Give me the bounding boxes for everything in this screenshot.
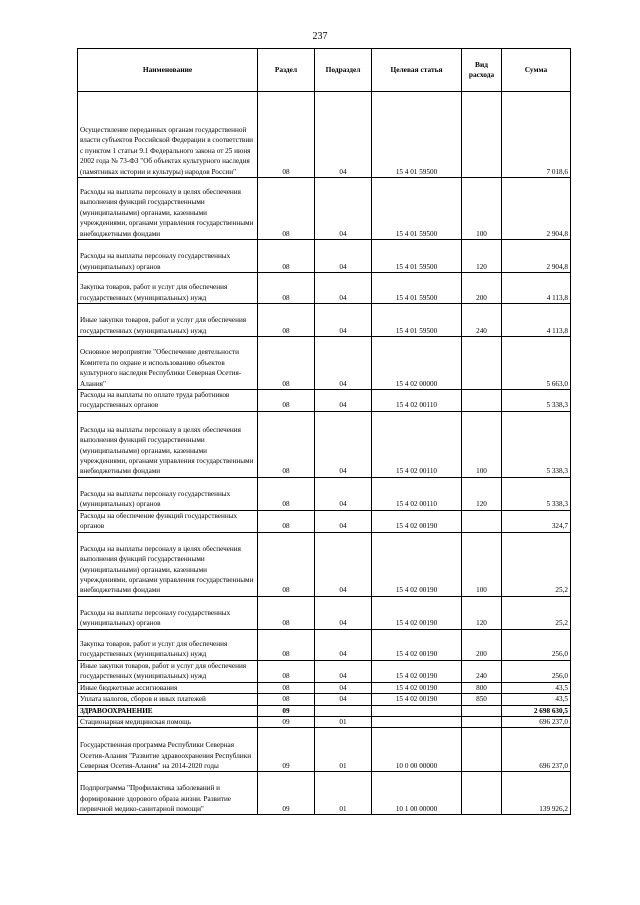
cell-section: 08 [258,411,315,477]
cell-name: Иные бюджетные ассигнования [78,682,258,693]
cell-section: 08 [258,337,315,390]
cell-sum: 4 113,8 [502,304,571,337]
cell-name: Расходы на выплаты персоналу в целях обеспечения выполнения функций государственными (муниципальными) органами, казенными учреждениями, органами управления государственными внебюджетными фондами [78,532,258,596]
cell-expense: 850 [462,694,502,705]
cell-target: 15 4 01 59500 [372,92,462,178]
header-name: Наименование [78,49,258,92]
header-sum: Сумма [502,49,571,92]
table-row [78,772,571,815]
cell-target: 15 4 02 00110 [372,477,462,510]
cell-sum: 5 663,0 [502,337,571,390]
cell-subsection: 01 [315,772,372,815]
cell-name: Расходы на выплаты персоналу в целях обеспечения выполнения функций государственными (муниципальными) органами, казенными учреждениями, органами управления государственными внебюджетными фондами [78,411,258,477]
cell-expense [462,728,502,772]
table-row [78,477,571,510]
cell-target: 15 4 02 00190 [372,596,462,629]
table-row [78,694,571,705]
table-row [78,717,571,728]
cell-section: 08 [258,660,315,682]
cell-sum: 696 237,0 [502,728,571,772]
cell-name: Расходы на выплаты персоналу государственных (муниципальных) органов [78,596,258,629]
cell-expense: 240 [462,660,502,682]
cell-name: Основное мероприятие "Обеспечение деятельности Комитета по охране и использованию объектов культурного наследия Республики Северная Осетия-Алания" [78,337,258,390]
table-row [78,682,571,693]
cell-section: 08 [258,629,315,660]
cell-section: 08 [258,92,315,178]
cell-target: 10 0 00 00000 [372,728,462,772]
cell-subsection: 04 [315,273,372,304]
cell-section: 08 [258,510,315,532]
cell-expense [462,717,502,728]
cell-target: 15 4 02 00190 [372,629,462,660]
cell-subsection: 04 [315,337,372,390]
header-target: Целевая статья [372,49,462,92]
cell-subsection: 04 [315,660,372,682]
cell-name: Расходы на выплаты по оплате труда работников государственных органов [78,390,258,412]
table-row [78,411,571,477]
cell-name: Закупка товаров, работ и услуг для обеспечения государственных (муниципальных) нужд [78,273,258,304]
cell-expense [462,510,502,532]
cell-name: Осуществление переданных органам государственной власти субъектов Российской Федерации в соответствии с пунктом 1 статьи 9.1 Федерального закона от 25 июня 2002 года № 73-ФЗ "Об объектах культурного наследия (памятниках истории и культуры) народов России" [78,92,258,178]
cell-sum: 2 904,8 [502,178,571,240]
table-row [78,660,571,682]
cell-expense [462,705,502,716]
cell-target: 15 4 02 00190 [372,532,462,596]
header-expense: Вид расхода [462,49,502,92]
cell-section: 08 [258,390,315,412]
cell-section: 08 [258,694,315,705]
cell-section: 09 [258,705,315,716]
cell-sum: 2 698 630,5 [502,705,571,716]
cell-target: 15 4 02 00190 [372,510,462,532]
cell-target [372,717,462,728]
cell-expense: 200 [462,629,502,660]
cell-name: Иные закупки товаров, работ и услуг для обеспечения государственных (муниципальных) нужд [78,304,258,337]
cell-expense: 200 [462,273,502,304]
cell-subsection: 04 [315,596,372,629]
cell-sum: 5 338,3 [502,477,571,510]
cell-sum: 696 237,0 [502,717,571,728]
cell-expense: 120 [462,240,502,273]
cell-expense [462,390,502,412]
cell-sum: 5 338,3 [502,411,571,477]
cell-section: 09 [258,717,315,728]
cell-expense [462,337,502,390]
cell-section: 08 [258,304,315,337]
cell-subsection: 04 [315,92,372,178]
cell-expense: 100 [462,178,502,240]
cell-sum: 139 926,2 [502,772,571,815]
cell-subsection: 04 [315,304,372,337]
cell-sum: 43,5 [502,694,571,705]
cell-section: 08 [258,178,315,240]
table-row [78,390,571,412]
header-section: Раздел [258,49,315,92]
cell-name: Расходы на выплаты персоналу в целях обеспечения выполнения функций государственными (муниципальными) органами, казенными учреждениями, органами управления государственными внебюджетными фондами [78,178,258,240]
table-row [78,728,571,772]
cell-section: 08 [258,596,315,629]
cell-subsection: 04 [315,240,372,273]
cell-subsection: 04 [315,682,372,693]
cell-subsection: 04 [315,477,372,510]
cell-expense [462,772,502,815]
cell-sum: 4 113,8 [502,273,571,304]
cell-subsection: 04 [315,629,372,660]
cell-sum: 256,0 [502,660,571,682]
cell-subsection: 01 [315,717,372,728]
cell-sum: 5 338,3 [502,390,571,412]
cell-sum: 7 018,6 [502,92,571,178]
cell-sum: 256,0 [502,629,571,660]
cell-section: 08 [258,477,315,510]
cell-name: ЗДРАВООХРАНЕНИЕ [78,705,258,716]
table-row [78,304,571,337]
cell-subsection: 01 [315,728,372,772]
page-number: 237 [312,31,328,42]
header-subsection: Подраздел [315,49,372,92]
cell-name: Закупка товаров, работ и услуг для обеспечения государственных (муниципальных) нужд [78,629,258,660]
cell-subsection [315,705,372,716]
cell-target: 15 4 02 00110 [372,390,462,412]
table-row [78,240,571,273]
table-row [78,273,571,304]
cell-section: 08 [258,532,315,596]
cell-target: 15 4 02 00190 [372,660,462,682]
cell-expense: 120 [462,477,502,510]
table-row [78,596,571,629]
cell-expense: 120 [462,596,502,629]
cell-expense: 100 [462,532,502,596]
cell-subsection: 04 [315,411,372,477]
cell-expense: 240 [462,304,502,337]
cell-target: 15 4 01 59500 [372,240,462,273]
cell-sum: 25,2 [502,596,571,629]
cell-section: 08 [258,240,315,273]
cell-target: 15 4 01 59500 [372,273,462,304]
cell-section: 09 [258,728,315,772]
cell-target [372,705,462,716]
cell-name: Расходы на выплаты персоналу государственных (муниципальных) органов [78,240,258,273]
cell-subsection: 04 [315,390,372,412]
cell-target: 10 1 00 00000 [372,772,462,815]
table-row [78,510,571,532]
budget-table [77,48,571,815]
cell-subsection: 04 [315,532,372,596]
cell-name: Государственная программа Республики Северная Осетия-Алания "Развитие здравоохранения Республики Северная Осетия-Алания" на 2014-2020 годы [78,728,258,772]
cell-section: 08 [258,682,315,693]
cell-section: 09 [258,772,315,815]
cell-subsection: 04 [315,178,372,240]
cell-target: 15 4 01 59500 [372,304,462,337]
cell-expense: 800 [462,682,502,693]
cell-name: Расходы на обеспечение функций государственных органов [78,510,258,532]
cell-sum: 324,7 [502,510,571,532]
cell-section: 08 [258,273,315,304]
cell-subsection: 04 [315,510,372,532]
cell-sum: 25,2 [502,532,571,596]
cell-target: 15 4 01 59500 [372,178,462,240]
cell-name: Стационарная медицинская помощь [78,717,258,728]
table-row [78,532,571,596]
cell-name: Расходы на выплаты персоналу государственных (муниципальных) органов [78,477,258,510]
cell-sum: 43,5 [502,682,571,693]
cell-name: Иные закупки товаров, работ и услуг для обеспечения государственных (муниципальных) нужд [78,660,258,682]
table-row [78,178,571,240]
table-row [78,629,571,660]
cell-target: 15 4 02 00110 [372,411,462,477]
table-row [78,92,571,178]
cell-expense [462,92,502,178]
cell-target: 15 4 02 00190 [372,682,462,693]
cell-expense: 100 [462,411,502,477]
table-row [78,705,571,716]
cell-name: Уплата налогов, сборов и иных платежей [78,694,258,705]
cell-target: 15 4 02 00000 [372,337,462,390]
cell-target: 15 4 02 00190 [372,694,462,705]
table-row [78,337,571,390]
cell-subsection: 04 [315,694,372,705]
table-header-row [78,49,571,92]
cell-sum: 2 904,8 [502,240,571,273]
cell-name: Подпрограмма "Профилактика заболеваний и формирование здорового образа жизни. Развитие первичной медико-санитарной помощи" [78,772,258,815]
